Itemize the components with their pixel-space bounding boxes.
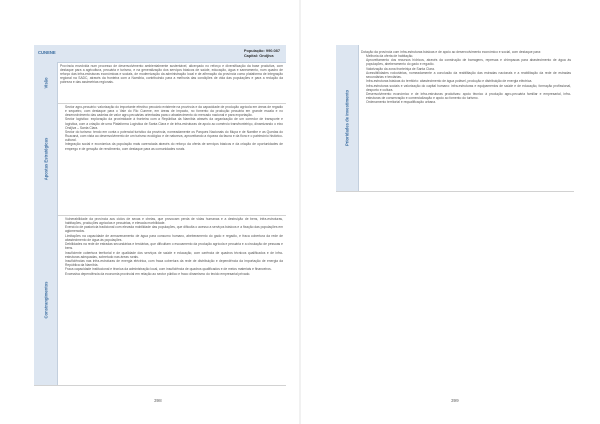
- row-label-constrangimentos: [34, 215, 58, 385]
- list-item: • Acessibilidades rodoviárias, nomeadamente a conclusão da reabilitação das estradas nacionais e a reabilitação da rede de estradas secundárias e terciárias.: [366, 71, 571, 79]
- row-visao: [34, 62, 286, 104]
- capital-label: Capital:: [243, 53, 259, 59]
- province-facts: [244, 48, 280, 59]
- list-item: • Infra-estruturas básicas do território: abastecimento de água potável, produção e distribuição de energia eléctrica.: [366, 79, 571, 83]
- prioridades-list: [361, 54, 571, 104]
- priorities-intro: Dotação da província com infra-estruturas básicas e de apoio ao desenvolvimento económico e social, com destaque para:: [361, 50, 541, 54]
- list-item: • Desenvolvimento económico e de infra-estruturas produtivas: apoio técnico à produção agro-pecuária familiar e empresarial, infra-estruturas de conservação e comercialização e apoio ao fomento do turismo.: [366, 92, 571, 100]
- page-number-left: 398: [154, 398, 162, 403]
- page-number-right: 399: [451, 398, 459, 403]
- list-item: • Vulnerabilidade da província aos ciclos de secas e cheias, que provocam perda de vidas humanas e a destruição de bens, infra-estruturas, habitações, produções agrícolas e pecuárias, e elevada morbilidade.: [65, 217, 283, 225]
- list-item: • Limitações na capacidade de armazenamento de água para consumo humano, abeberamento do gado e regadio, e fraca cobertura da rede de abastecimento de água às populações.: [65, 234, 283, 242]
- list-item: • Fraca capacidade institucional e técnica da administração local, com insuficiência de quadros qualificados e de meios materiais e financeiros.: [65, 267, 283, 271]
- list-item: • Excessiva dependência da economia provincial em relação ao sector público e fraco dinamismo do tecido empresarial privado.: [65, 272, 283, 276]
- list-item: • Insuficiências nas infra-estruturas de energia eléctrica, com fraca cobertura da rede de distribuição e dependência da importação de energia da República da Namíbia.: [65, 259, 283, 267]
- row-body-visao: [60, 64, 283, 101]
- capital-value: Ondjiva: [259, 53, 274, 59]
- list-item: • Sector agro-pecuário: valorização do importante efectivo pecuário existente na província e da capacidade de produção agrícola em áreas de regadio e sequeiro, com destaque para o Vale do Rio Cunene, em áreas de impacto, no fomento da produção pecuária em grande escala e no desenvolvimento das cadeias de valor agro-pecuárias orientadas para o abastecimento do mercado nacional e para exportação.: [65, 105, 283, 117]
- list-item: • Insuficiente cobertura territorial e de qualidade dos serviços de saúde e educação, com carência de quadros técnicos qualificados e de infra-estruturas adequadas, sobretudo nas áreas rurais.: [65, 251, 283, 259]
- row-body-constrangimentos: [60, 217, 283, 383]
- row-label-text: Constrangimentos: [43, 281, 48, 319]
- row-constrangimentos: [34, 215, 286, 386]
- list-item: • Integração social e económica da população mais carenciada através do reforço da oferta de serviços básicos e da criação de oportunidades de emprego e de geração de rendimento, com destaque para as comunidades rurais.: [65, 142, 283, 150]
- row-label-apostas: [34, 103, 58, 215]
- row-label-text: Visão: [43, 76, 48, 89]
- row-label-prioridades: [336, 45, 359, 191]
- list-item: • Exercício de pastorícia tradicional com elevada mobilidade das populações, que dificulta o acesso a serviços básicos e a fixação das populações em aglomerados.: [65, 225, 283, 233]
- row-prioridades: [336, 45, 574, 192]
- apostas-list: [60, 105, 283, 151]
- row-body-prioridades: [361, 50, 571, 189]
- row-label-visao: [34, 62, 58, 103]
- row-label-text: Prioridades de Investimento: [344, 89, 350, 147]
- list-item: • Valorização da zona fronteiriça de Santa Clara.: [366, 67, 571, 71]
- population-label: População:: [243, 48, 265, 53]
- list-item: • Sector logístico: exploração da proximidade à fronteira com a República da Namíbia através da organização de um corredor de transporte e logística, com a criação de uma Plataforma Logística de Santa Clara e de infra-estruturas de apoio ao comércio transfronteiriço, dinamizando o eixo Ondjiva – Santa Clara.: [65, 117, 283, 129]
- list-item: • Sector do turismo: tendo em conta o potencial turístico da província, nomeadamente os Parques Nacionais do Mupa e de Namibe e as Quedas do Ruacaná, com vista ao desenvolvimento de um turismo ecológico e de natureza, aproveitando a riqueza da fauna e da flora e o património histórico-cultural.: [65, 130, 283, 142]
- list-item: • Ordenamento territorial e requalificação urbana.: [366, 100, 571, 104]
- population-value: 990.087: [265, 48, 280, 53]
- list-item: • Aproveitamento dos recursos hídricos, através da construção de barragens, represas e chimpacas para abastecimento de água às populações, abeberamento do gado e regadio.: [366, 58, 571, 66]
- vision-text: Província envolvida num processo de desenvolvimento ambientalmente sustentável, alicerçado no reforço e diversificação da base produtiva, com destaque para a agricultura, pecuária e turismo, e na generalização dos serviços básicos de saúde, educação, água e saneamento, num quadro de reforço das infra-estruturas económicas e sociais, de modernização da administração local e de afirmação da província como plataforma de integração regional na SADC, através da fronteira com a Namíbia, contribuindo para a melhoria das condições de vida das populações e para a redução da pobreza e das assimetrias regionais.: [60, 64, 283, 85]
- province-header: [34, 45, 286, 63]
- list-item: • Melhoria da oferta de habitação.: [366, 54, 571, 58]
- row-body-apostas: [60, 105, 283, 213]
- row-apostas: [34, 103, 286, 216]
- row-label-text: Apostas Estratégicas: [43, 137, 48, 181]
- list-item: • Debilidades na rede de estradas secundárias e terciárias, que dificultam o escoamento da produção agrícola e pecuária e a circulação de pessoas e bens.: [65, 242, 283, 250]
- list-item: • Infra-estruturas sociais e valorização do capital humano: infra-estruturas e equipamentos de saúde e de educação, formação profissional, desporto e cultura.: [366, 84, 571, 92]
- constrangimentos-list: [60, 217, 283, 276]
- left-page: [0, 0, 299, 424]
- province-name: CUNENE: [38, 50, 56, 55]
